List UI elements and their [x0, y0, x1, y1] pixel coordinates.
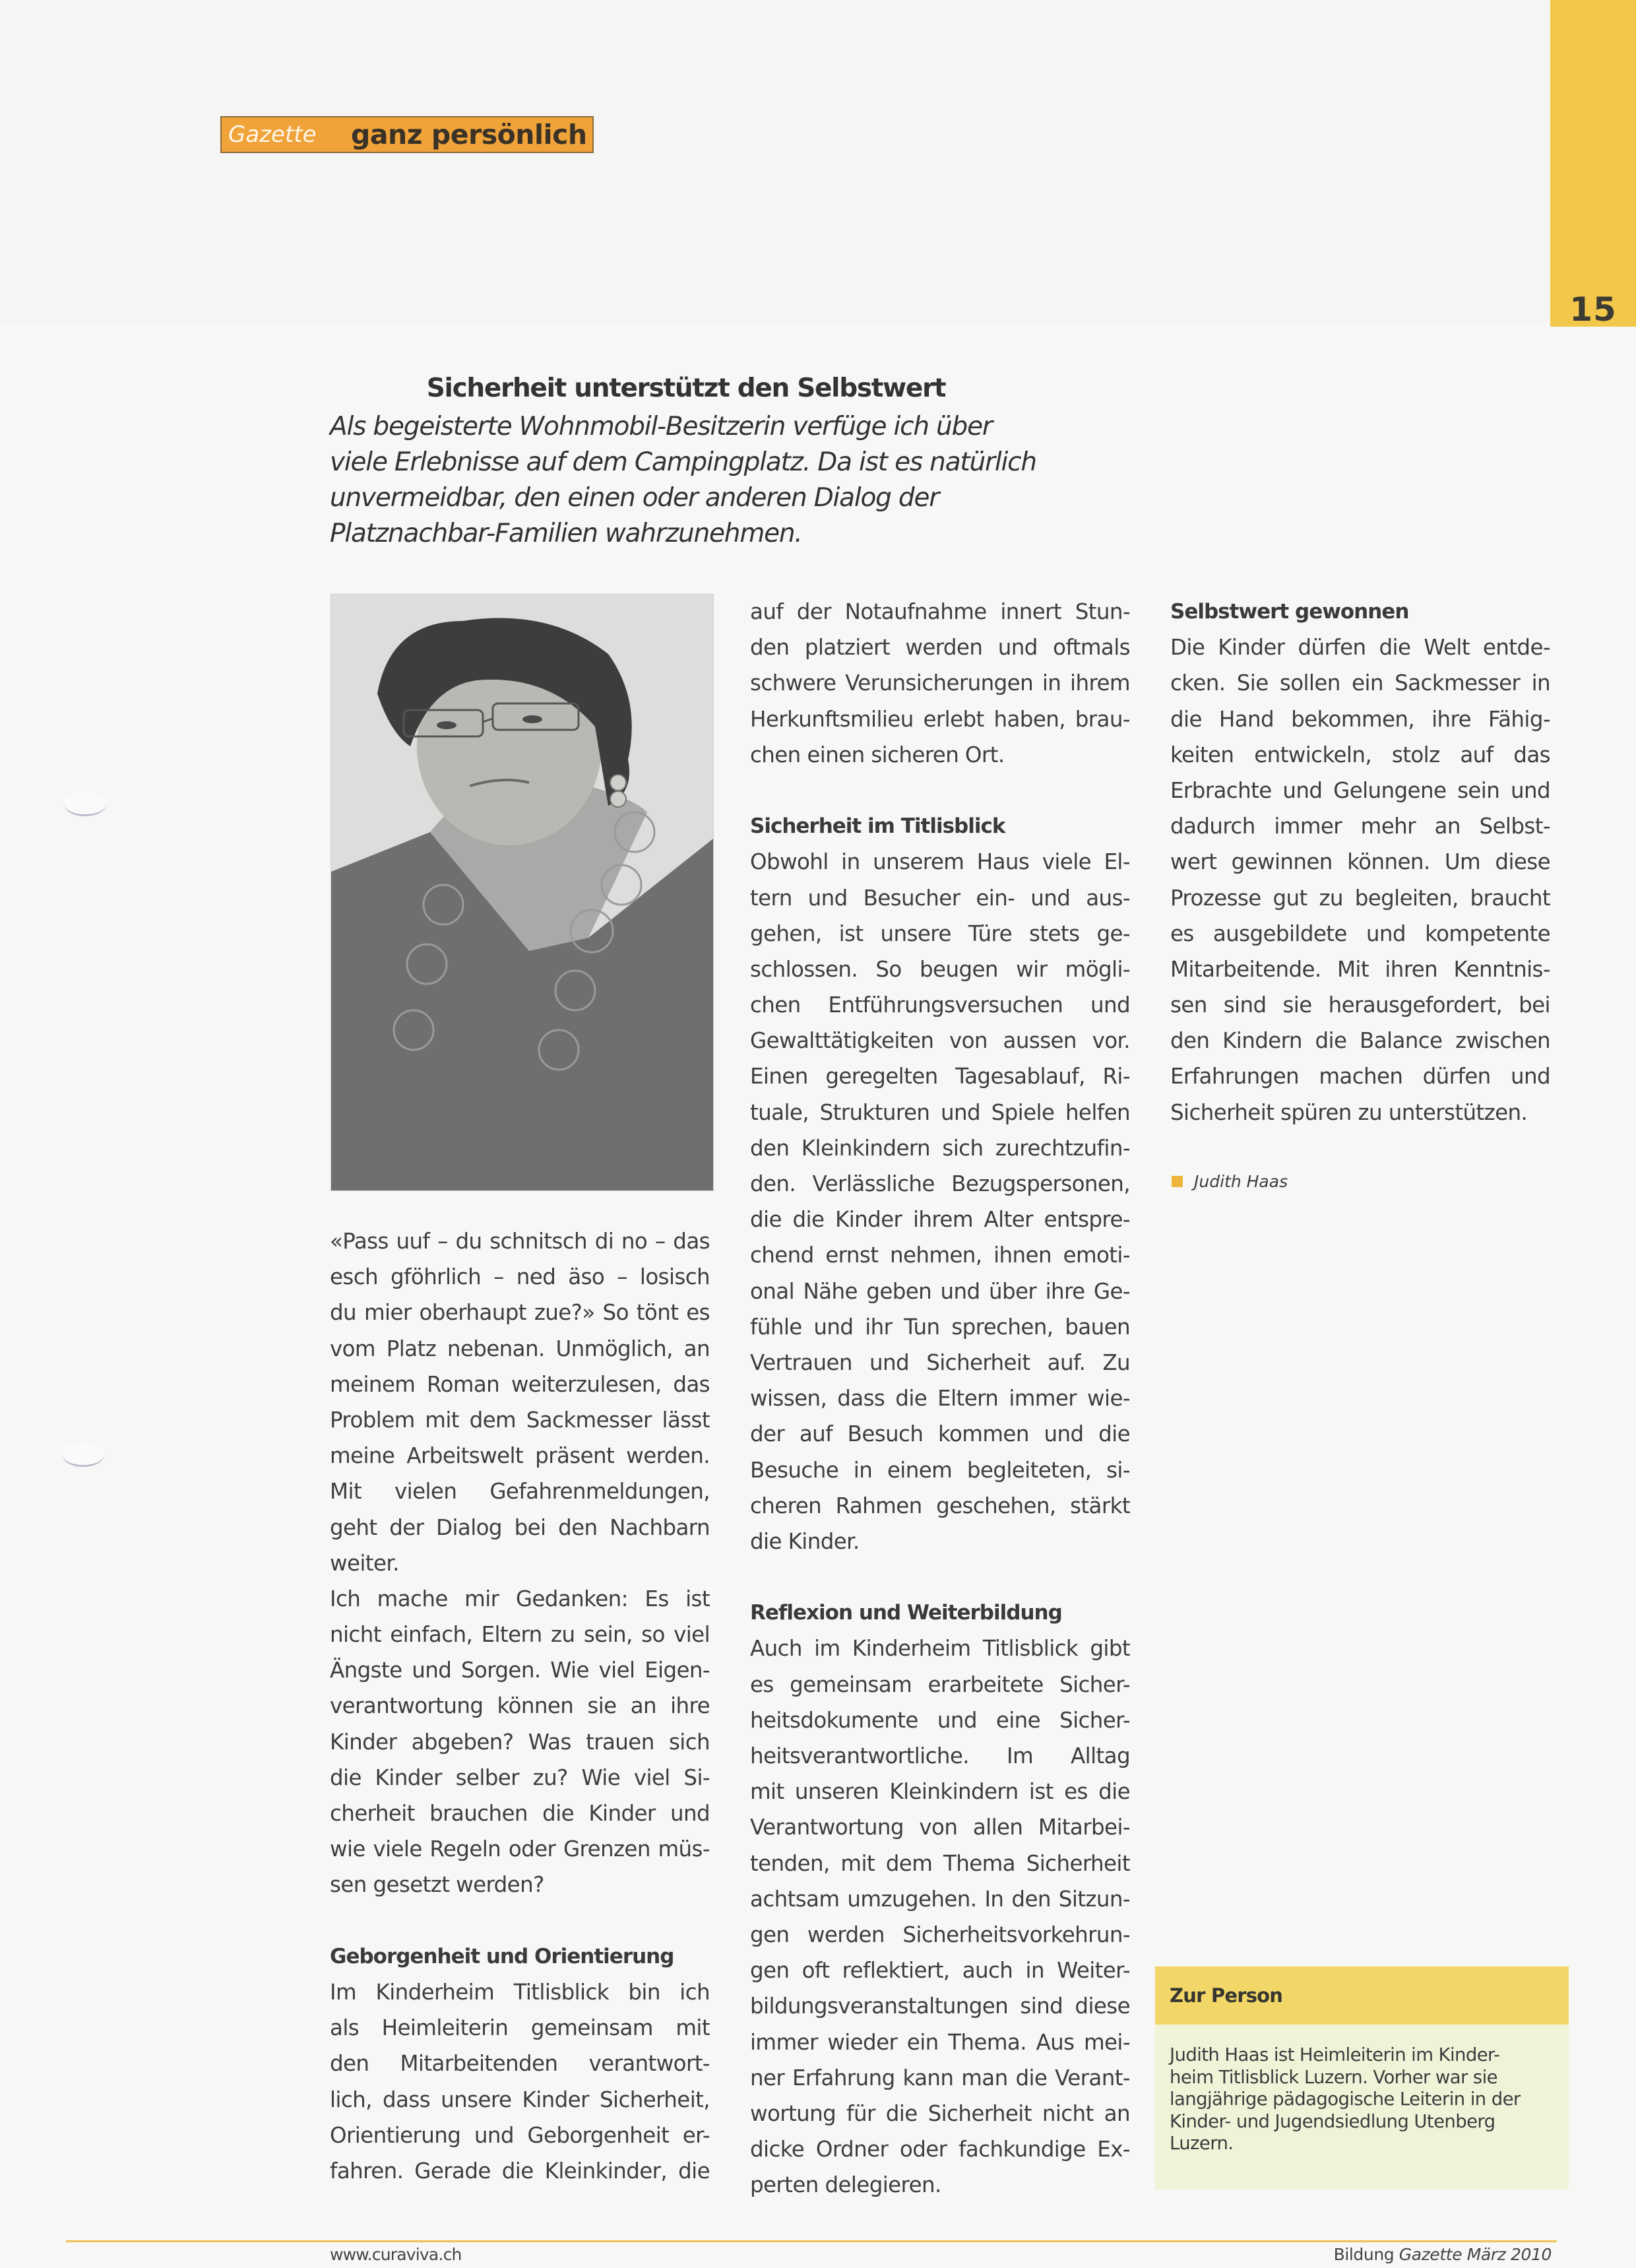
text-line: wortung für die Sicherheit nicht an — [750, 2100, 1130, 2126]
text-line: die Kinder. — [750, 1528, 860, 1554]
text-line: Problem mit dem Sackmesser lässt — [330, 1407, 710, 1433]
text-line: Herkunftsmilieu erlebt haben, brau- — [750, 706, 1130, 732]
text-line: esch gföhrlich – ned äso – losisch — [330, 1264, 710, 1290]
text-line: den Kindern die Balance zwischen — [1170, 1028, 1550, 1054]
text-line: Judith Haas ist Heimleiterin im Kinder- — [1170, 2044, 1500, 2065]
text-line: vom Platz nebenan. Unmöglich, an — [330, 1336, 710, 1361]
lead-line: viele Erlebnisse auf dem Campingplatz. Da ist es natürlich — [330, 447, 1036, 477]
text-line: «Pass uuf – du schnitsch di no – das — [330, 1229, 710, 1254]
text-line: Die Kinder dürfen die Welt entde- — [1170, 635, 1550, 661]
text-line: auf der Notaufnahme innert Stun- — [750, 599, 1130, 624]
footer-issue-info — [1334, 2245, 1552, 2264]
text-line: schwere Verunsicherungen in ihrem — [750, 670, 1130, 696]
portrait-illustration — [331, 595, 713, 1190]
text-line: chen einen sicheren Ort. — [750, 742, 1005, 767]
section-label — [220, 116, 594, 153]
text-line: Auch im Kinderheim Titlisblick gibt — [750, 1636, 1130, 1662]
text-line: sen gesetzt werden? — [330, 1872, 544, 1898]
text-line: lich, dass unsere Kinder Sicherheit, — [330, 2087, 710, 2112]
text-line: fahren. Gerade die Kleinkinder, die — [330, 2158, 710, 2184]
text-line: die die Kinder ihrem Alter entspre- — [750, 1207, 1130, 1233]
about-person-box — [1155, 1966, 1569, 2189]
text-line: dadurch immer mehr an Selbst- — [1170, 814, 1550, 839]
text-line: heim Titlisblick Luzern. Vorher war sie — [1170, 2066, 1497, 2088]
author-byline — [1172, 1172, 1288, 1191]
text-line: wie viele Regeln oder Grenzen müs- — [330, 1836, 710, 1862]
text-line: tern und Besucher ein- und aus- — [750, 885, 1130, 911]
text-line: tuale, Strukturen und Spiele helfen — [750, 1099, 1130, 1125]
text-line: Luzern. — [1170, 2133, 1234, 2154]
text-line: langjährige pädagogische Leiterin in der — [1170, 2089, 1521, 2110]
text-line: geht der Dialog bei den Nachbarn — [330, 1514, 710, 1540]
text-line: Kinder- und Jugendsiedlung Utenberg — [1170, 2110, 1495, 2132]
footer-issue-brand: Gazette — [1399, 2245, 1463, 2264]
text-line: Vertrauen und Sicherheit auf. Zu — [750, 1349, 1130, 1375]
paragraph-gap — [330, 1903, 710, 1939]
text-line: wissen, dass die Eltern immer wie- — [750, 1386, 1130, 1411]
text-line: Prozesse gut zu begleiten, braucht — [1170, 885, 1550, 911]
about-person-text — [1155, 2025, 1569, 2155]
section-brand: Gazette — [228, 121, 317, 148]
article-headline: Sicherheit unterstützt den Selbstwert — [426, 373, 946, 403]
page-side-tab — [1550, 0, 1636, 327]
article-column-3 — [1170, 594, 1550, 1130]
subheading-sicherheit-titlisblick: Sicherheit im Titlisblick — [750, 814, 1005, 839]
paragraph-gap — [750, 773, 1130, 808]
author-marker-icon — [1172, 1176, 1183, 1187]
text-line: onal Nähe geben und über ihre Ge- — [750, 1278, 1130, 1304]
text-line: den Kleinkindern sich zurechtzufin- — [750, 1135, 1130, 1161]
text-line: immer wieder ein Thema. Aus mei- — [750, 2029, 1130, 2055]
text-line: keiten entwickeln, stolz auf das — [1170, 742, 1550, 767]
text-line: mit unseren Kleinkindern ist es die — [750, 1779, 1130, 1805]
lead-line: Als begeisterte Wohnmobil-Besitzerin verfüge ich über — [330, 412, 992, 441]
text-line: Ich mache mir Gedanken: Es ist — [330, 1586, 710, 1611]
footer-issue-prefix: Bildung — [1333, 2245, 1395, 2264]
text-line: heitsdokumente und eine Sicher- — [750, 1707, 1130, 1733]
text-line: meine Arbeitswelt präsent werden. — [330, 1443, 710, 1469]
article-column-2 — [750, 594, 1130, 2203]
punch-hole-top — [64, 792, 106, 816]
header-band — [0, 0, 1550, 323]
text-line: Besuche in einem begleiteten, si- — [750, 1457, 1130, 1483]
text-line: fühle und ihr Tun sprechen, bauen — [750, 1314, 1130, 1340]
text-line: gehen, ist unsere Türe stets ge- — [750, 921, 1130, 946]
text-line: Orientierung und Geborgenheit er- — [330, 2122, 710, 2148]
article-column-1 — [330, 1223, 710, 2189]
article-lead — [330, 409, 1148, 552]
text-line: du mier oberhaupt zue?» So tönt es — [330, 1300, 710, 1326]
text-line: gen werden Sicherheitsvorkehrun- — [750, 1922, 1130, 1947]
text-line: gen oft reflektiert, auch in Weiter- — [750, 1958, 1130, 1984]
text-line: cheren Rahmen geschehen, stärkt — [750, 1493, 1130, 1518]
text-line: Einen geregelten Tagesablauf, Ri- — [750, 1064, 1130, 1089]
text-line: Mit vielen Gefahrenmeldungen, — [330, 1479, 710, 1505]
footer-divider — [66, 2240, 1557, 2242]
lead-line: unvermeidbar, den einen oder anderen Dialog der — [330, 483, 939, 513]
text-line: sen sind sie herausgefordert, bei — [1170, 992, 1550, 1018]
subheading-selbstwert: Selbstwert gewonnen — [1170, 600, 1409, 624]
author-portrait-photo — [330, 594, 714, 1191]
section-topic: ganz persönlich — [351, 119, 587, 150]
subheading-reflexion: Reflexion und Weiterbildung — [750, 1601, 1062, 1625]
text-line: bildungsveranstaltungen sind diese — [750, 1993, 1130, 2019]
author-name: Judith Haas — [1194, 1172, 1288, 1191]
text-line: Erbrachte und Gelungene sein und — [1170, 777, 1550, 803]
text-line: es gemeinsam erarbeitete Sicher- — [750, 1671, 1130, 1697]
text-line: schlossen. So beugen wir mögli- — [750, 956, 1130, 982]
text-line: Im Kinderheim Titlisblick bin ich — [330, 1979, 710, 2005]
text-line: heitsverantwortliche. Im Alltag — [750, 1743, 1130, 1768]
text-line: Obwohl in unserem Haus viele El- — [750, 849, 1130, 875]
text-line: dicke Ordner oder fachkundige Ex- — [750, 2137, 1130, 2162]
text-line: weiter. — [330, 1550, 399, 1576]
text-line: Mitarbeitende. Mit ihren Kenntnis- — [1170, 956, 1550, 982]
text-line: meinem Roman weiterzulesen, das — [330, 1371, 710, 1397]
text-line: der auf Besuch kommen und die — [750, 1421, 1130, 1447]
text-line: cherheit brauchen die Kinder und — [330, 1801, 710, 1826]
text-line: den platziert werden und oftmals — [750, 635, 1130, 661]
text-line: verantwortung können sie an ihre — [330, 1693, 710, 1719]
text-line: perten delegieren. — [750, 2172, 941, 2198]
text-line: chend ernst nehmen, ihnen emoti- — [750, 1243, 1130, 1268]
text-line: die Hand bekommen, ihre Fähig- — [1170, 706, 1550, 732]
text-line: Verantwortung von allen Mitarbei- — [750, 1815, 1130, 1840]
text-line: wert gewinnen können. Um diese — [1170, 849, 1550, 875]
text-line: den Mitarbeitenden verantwort- — [330, 2051, 710, 2077]
text-line: Erfahrungen machen dürfen und — [1170, 1064, 1550, 1089]
text-line: Gewalttätigkeiten von aussen vor. — [750, 1028, 1130, 1054]
about-person-title: Zur Person — [1155, 1966, 1569, 2025]
text-line: als Heimleiterin gemeinsam mit — [330, 2015, 710, 2041]
subheading-geborgenheit: Geborgenheit und Orientierung — [330, 1944, 674, 1968]
text-line: achtsam umzugehen. In den Sitzun- — [750, 1886, 1130, 1912]
paragraph-gap — [750, 1559, 1130, 1595]
text-line: Sicherheit spüren zu unterstützen. — [1170, 1099, 1528, 1125]
punch-hole-bottom — [62, 1442, 104, 1467]
text-line: den. Verlässliche Bezugspersonen, — [750, 1171, 1130, 1196]
text-line: nicht einfach, Eltern zu sein, so viel — [330, 1622, 710, 1648]
text-line: chen Entführungsversuchen und — [750, 992, 1130, 1018]
text-line: die Kinder selber zu? Wie viel Si- — [330, 1765, 710, 1790]
text-line: Kinder abgeben? Was trauen sich — [330, 1729, 710, 1755]
footer-issue-date: März 2010 — [1466, 2245, 1552, 2264]
footer-website-link[interactable]: www.curaviva.ch — [330, 2245, 462, 2264]
lead-line: Platznachbar-Familien wahrzunehmen. — [330, 519, 802, 548]
text-line: ner Erfahrung kann man die Verant- — [750, 2065, 1130, 2090]
text-line: cken. Sie sollen ein Sackmesser in — [1170, 670, 1550, 696]
page-number: 15 — [1569, 290, 1617, 329]
text-line: tenden, mit dem Thema Sicherheit — [750, 1850, 1130, 1876]
text-line: Ängste und Sorgen. Wie viel Eigen- — [330, 1658, 710, 1683]
text-line: es ausgebildete und kompetente — [1170, 921, 1550, 946]
